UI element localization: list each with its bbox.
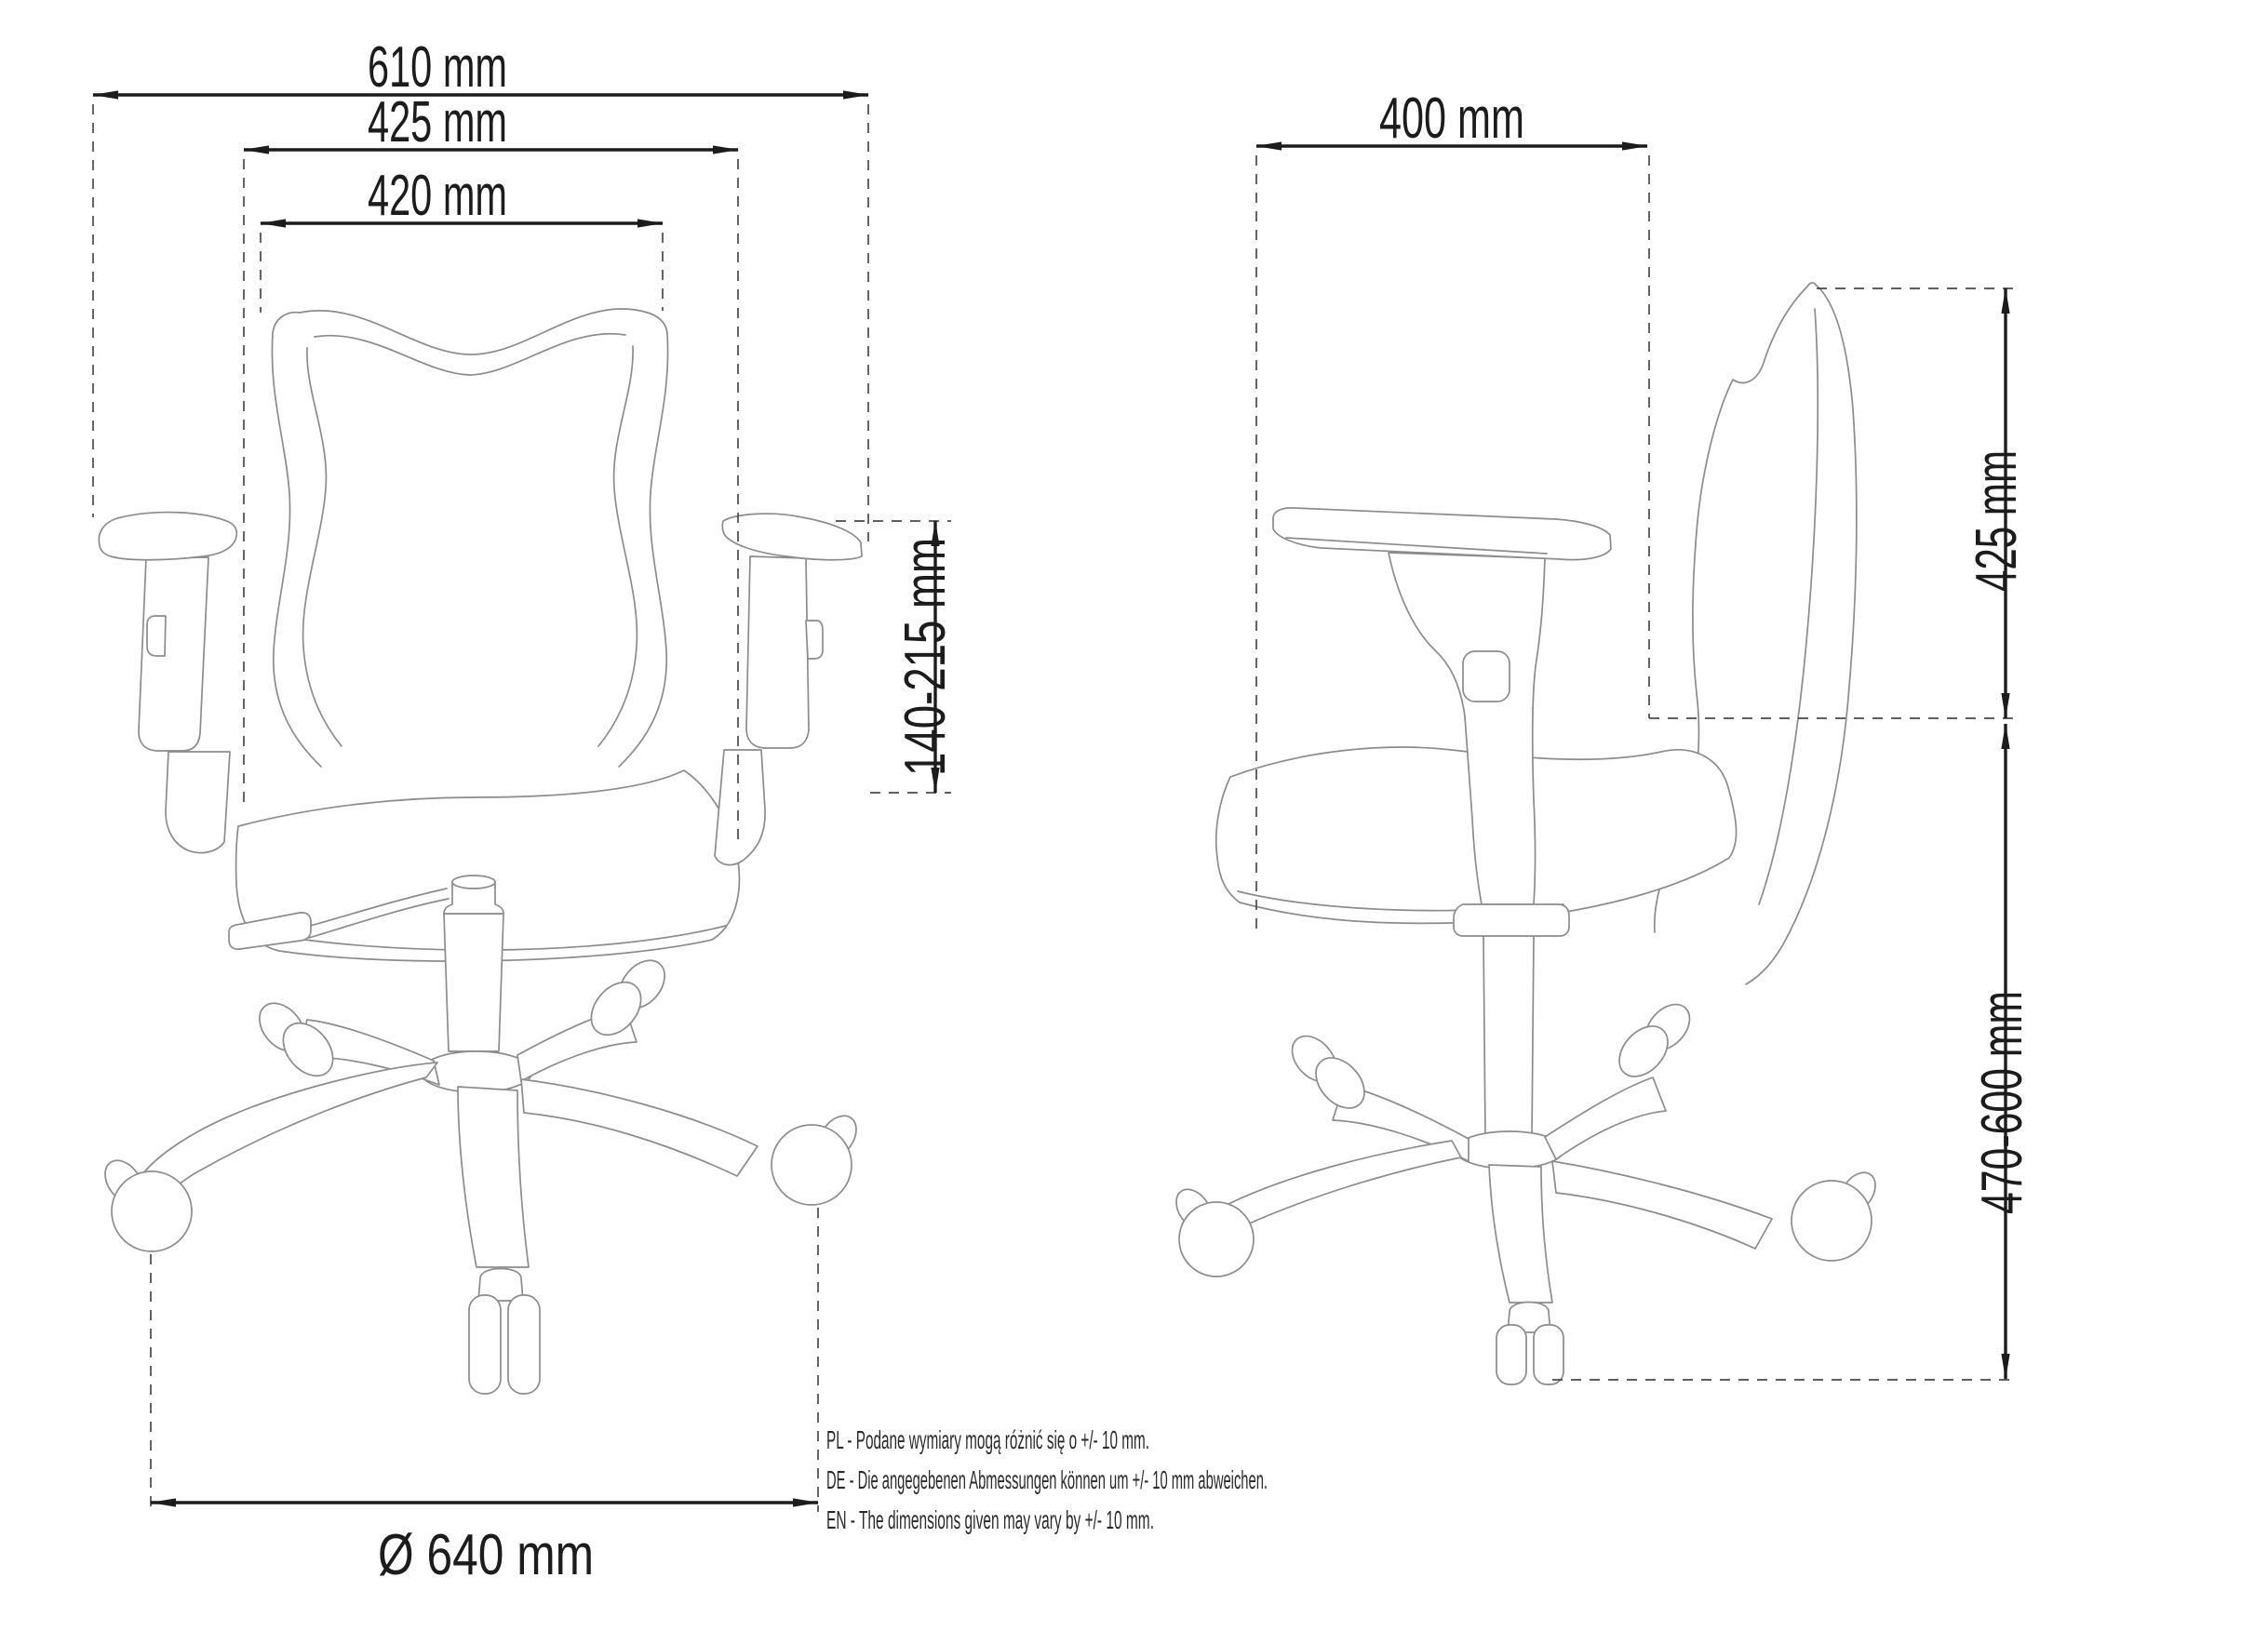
front-base-leg-front xyxy=(458,1087,529,1267)
dimension-seat-depth xyxy=(1256,87,1647,151)
tolerance-notes xyxy=(826,1425,1268,1534)
side-caster-right xyxy=(1792,1166,1883,1261)
dimension-armrest-height xyxy=(893,451,958,793)
note-de: DE - Die angegebenen Abmessungen können um +/- 10 mm abweichen. xyxy=(826,1465,1268,1494)
front-base-leg-right xyxy=(521,1079,758,1176)
side-base-leg-upper-right xyxy=(1545,1077,1666,1159)
front-base-hub xyxy=(421,1051,532,1092)
side-gaslift-tube xyxy=(1483,936,1534,1139)
side-gaslift-collar xyxy=(1454,904,1569,936)
dimension-backrest-width xyxy=(261,164,663,228)
note-pl: PL - Podane wymiary mogą różnić się o +/- 10 mm. xyxy=(826,1425,1149,1454)
front-armrest-left-sleeve xyxy=(166,752,230,853)
side-backrest-seam xyxy=(1759,309,1818,904)
side-caster-left xyxy=(1169,1183,1254,1277)
dimension-base-diameter xyxy=(151,1503,818,1587)
front-caster-front xyxy=(469,1269,540,1395)
front-armrest-right-post xyxy=(746,556,809,748)
front-backrest-outline xyxy=(272,309,667,767)
side-armrest-pad xyxy=(1273,508,1611,560)
dimension-backrest-outer-width xyxy=(244,90,738,154)
side-armrest-post-hole xyxy=(1463,651,1510,702)
side-base-leg-front xyxy=(1489,1165,1552,1303)
side-view-drawing xyxy=(1169,283,1883,1384)
front-backrest-seam-left xyxy=(303,348,342,746)
dimension-backrest-height xyxy=(1965,288,2029,718)
front-armrest-right-tab xyxy=(806,621,823,659)
side-base-leg-left xyxy=(1228,1141,1461,1224)
front-caster-right xyxy=(772,1109,864,1205)
dim-label-base-diameter: Ø 640 mm xyxy=(378,1523,594,1587)
front-gaslift-sleeve xyxy=(444,914,503,1051)
front-view-drawing xyxy=(98,309,865,1394)
side-base-leg-right xyxy=(1552,1161,1772,1249)
front-base-leg-left xyxy=(138,1063,437,1195)
dim-label-overall-width: 610 mm xyxy=(368,35,507,100)
side-caster-upper-right xyxy=(1610,996,1698,1086)
front-armrest-left-pad xyxy=(99,513,236,560)
dim-label-seat-height: 470-600 mm xyxy=(1970,889,2034,1214)
dim-label-backrest-width: 420 mm xyxy=(368,164,507,228)
side-caster-front xyxy=(1496,1303,1563,1385)
dimension-seat-height xyxy=(1970,724,2034,1379)
front-armrest-right-sleeve xyxy=(715,750,765,865)
dim-label-backrest-height: 425 mm xyxy=(1965,383,2029,592)
front-backrest-seam-right xyxy=(598,346,637,746)
front-armrest-left-tab xyxy=(147,616,166,656)
side-backrest-back-edge xyxy=(1746,285,1857,984)
side-caster-back-left xyxy=(1283,1027,1374,1117)
note-en: EN - The dimensions given may vary by +/- 10 mm. xyxy=(826,1505,1154,1534)
front-gaslift-top xyxy=(452,876,495,889)
dim-label-seat-depth: 400 mm xyxy=(1379,87,1524,151)
dim-label-backrest-outer-width: 425 mm xyxy=(368,90,507,154)
dim-label-armrest-height: 140-215 mm xyxy=(893,451,958,776)
